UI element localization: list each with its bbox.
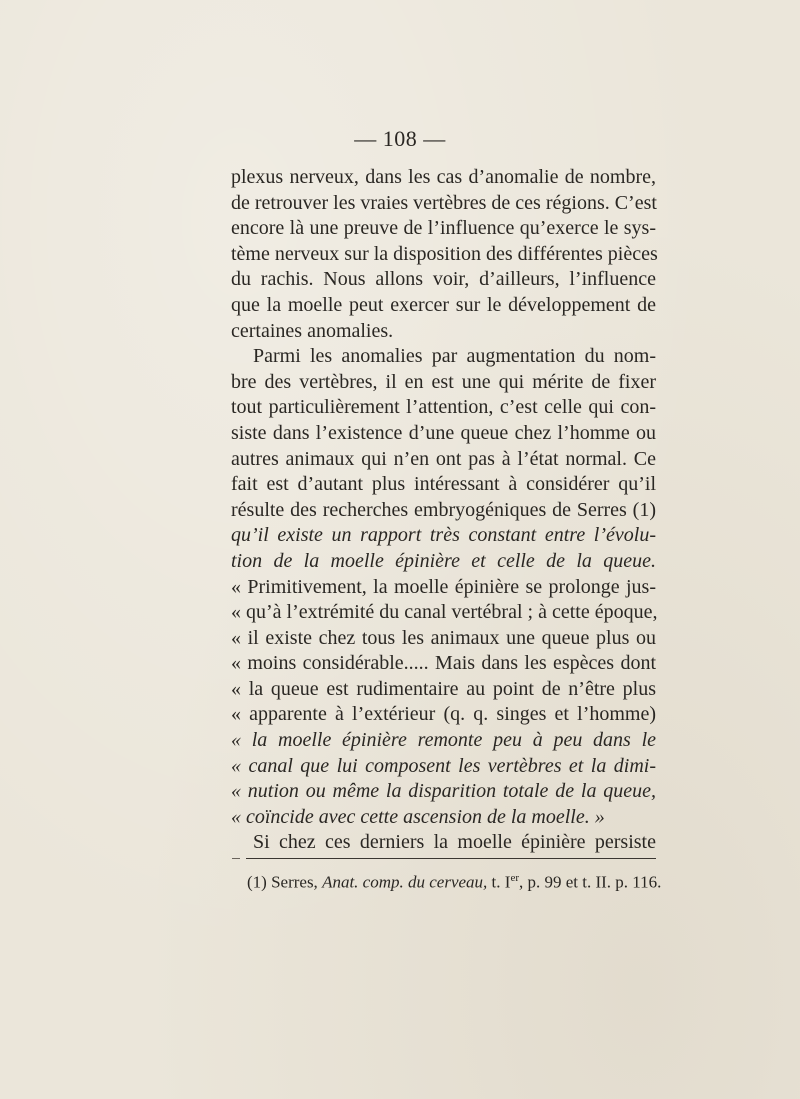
text-line: « qu’à l’extrémité du canal vertébral ; à cette époque,	[231, 601, 658, 624]
body-text	[231, 165, 656, 856]
text-line: résulte des recherches embryogéniques de Serres (1)	[231, 498, 656, 521]
text-line: « canal que lui composent les vertèbres et la dimi-	[231, 754, 656, 777]
text-line: encore là une preuve de l’influence qu’exerce le sys-	[231, 217, 656, 240]
text-line: « Primitivement, la moelle épinière se prolonge jus-	[231, 575, 656, 598]
text-line: fait est d’autant plus intéressant à considérer qu’il	[231, 473, 656, 496]
text-line: plexus nerveux, dans les cas d’anomalie de nombre,	[231, 166, 656, 188]
footnote-marker: (1) Serres,	[247, 872, 318, 892]
text-line: Parmi les anomalies par augmentation du nom-	[253, 345, 656, 368]
text-line: du rachis. Nous allons voir, d’ailleurs, l’influence	[231, 268, 656, 291]
page-number: — 108 —	[354, 126, 446, 151]
footnote-rest: , p. 99 et t. II. p. 116.	[518, 872, 662, 892]
text-line: autres animaux qui n’en ont pas à l’état normal. Ce	[231, 447, 656, 470]
footnote	[247, 872, 667, 893]
text-line: Si chez ces derniers la moelle épinière persiste	[253, 831, 656, 854]
text-line: que la moelle peut exercer sur le développement de	[231, 293, 656, 316]
text-line: « il existe chez tous les animaux une queue plus ou	[231, 626, 656, 649]
text-line: « apparente à l’extérieur (q. q. singes et l’homme)	[231, 703, 656, 726]
text-line: « la moelle épinière remonte peu à peu dans le	[231, 729, 656, 752]
footnote-rule	[246, 858, 656, 859]
text-line: de retrouver les vraies vertèbres de ces régions. C’est	[231, 191, 657, 214]
text-line: bre des vertèbres, il en est une qui mérite de fixer	[231, 370, 656, 393]
text-line: siste dans l’existence d’une queue chez l’homme ou	[231, 421, 656, 444]
footnote-volume: t. I	[491, 872, 511, 892]
text-line: tion de la moelle épinière et celle de la queue.	[231, 549, 656, 572]
text-line: « nution ou même la disparition totale de la queue,	[231, 780, 656, 803]
footnote-volume-sup: er	[510, 872, 519, 884]
text-line: « coïncide avec cette ascension de la moelle. »	[231, 805, 605, 828]
footnote-title: Anat. comp. du cerveau,	[322, 872, 488, 892]
text-line: tout particulièrement l’attention, c’est celle qui con-	[231, 396, 656, 419]
text-line: certaines anomalies.	[231, 319, 394, 342]
text-line: « la queue est rudimentaire au point de n’être plus	[231, 677, 656, 700]
text-line: tème nerveux sur la disposition des différentes pièces	[231, 242, 658, 265]
footnote-rule-dash	[232, 858, 240, 859]
text-line: « moins considérable..... Mais dans les espèces dont	[231, 652, 656, 675]
text-line: qu’il existe un rapport très constant entre l’évolu-	[231, 524, 656, 547]
